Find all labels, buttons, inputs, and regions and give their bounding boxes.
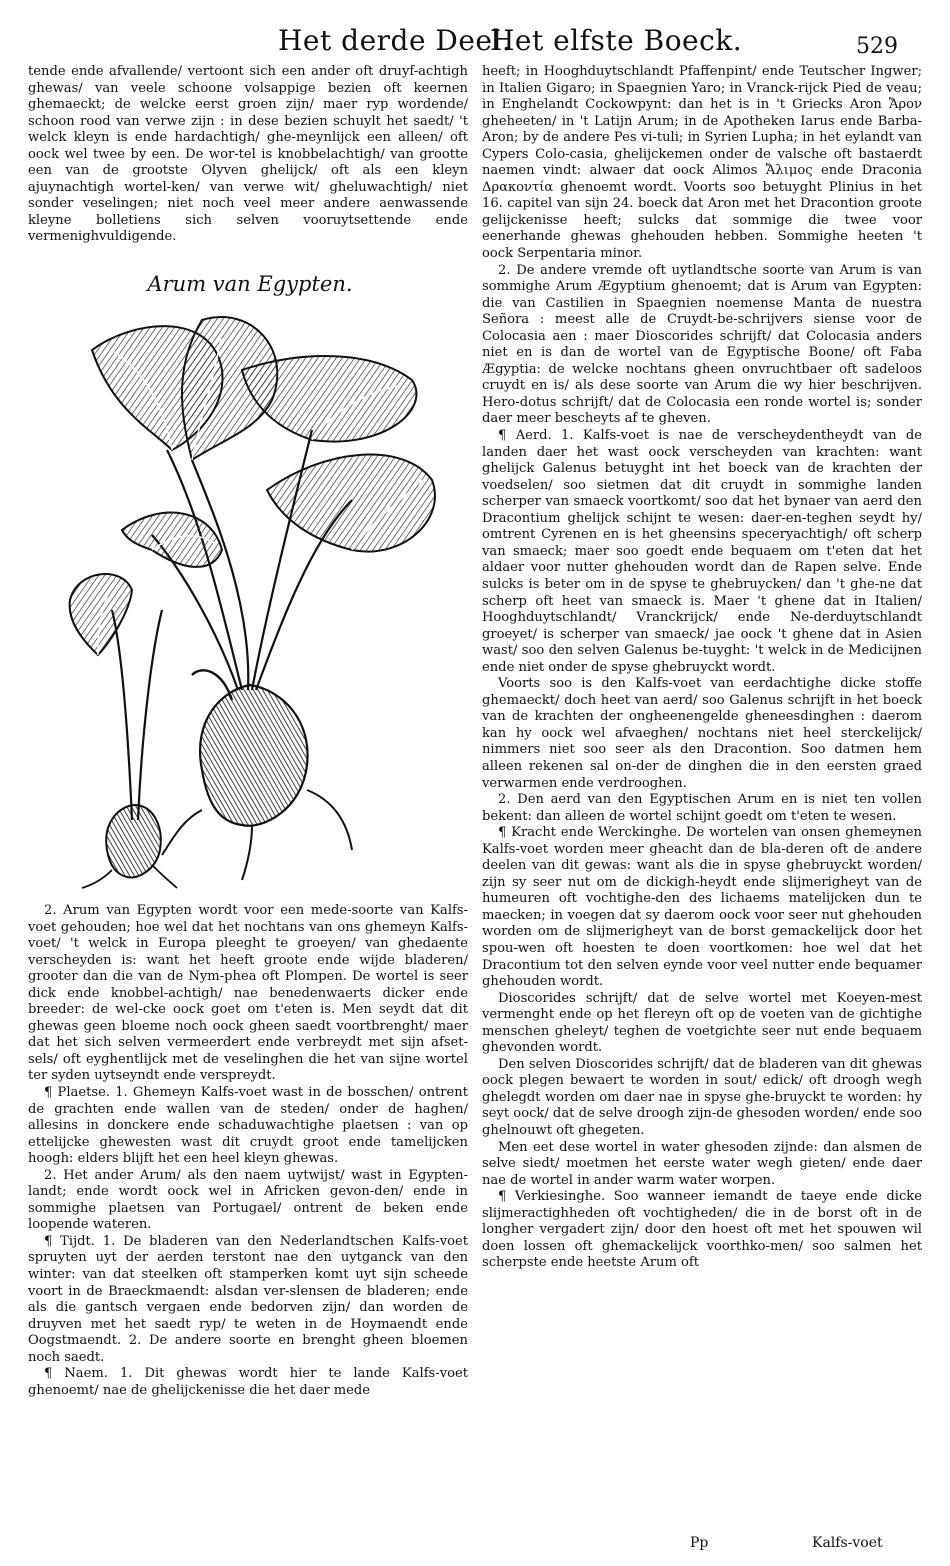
paragraph: ¶ Aerd. 1. Kalfs-voet is nae de verscheydentheydt van de landen daer het wast oock verscheyden van krachten: want ghelijck Galenus betuyght int het boeck van de krachten der voedselen/ soo sietmen dat dit cruydt in sommighe landen scherper van smaeck voortkomt/ soo dat het bynaer van aerd den Dracontium ghelijck schijnt te wesen: daer-en-teghen seydt hy/ omtrent Cyrenen en is het gheensins speceryachtigh/ oft scherp van smaeck; maer soo goedt ende bequaem om t'eten dat het aldaer voor nutter ghehouden wordt dan de Rapen selve. Ende sulcks is beter om in de spyse te ghebruycken/ dan 't ghe-ne dat scherp oft heet van smaeck is. Maer 't ghene dat in Italien/ Hooghduytschlandt/ Vranckrijck/ ende Ne-derduytschlandt groeyet/ is scherper van smaeck/ jae oock 't ghene dat in Asien wast/ soo den selven Galenus be-tuyght: 't welck in de Medicijnen ende niet onder de spyse ghebruyckt wordt. bbox=[482, 428, 922, 675]
arum-plant-woodcut-illustration bbox=[52, 310, 452, 892]
leaf bbox=[242, 356, 416, 442]
paragraph: 2. Den aerd van den Egyptischen Arum en is niet ten vollen bekent: dan alleen de wortel schijnt goedt om t'eten te wesen. bbox=[482, 792, 922, 824]
running-title-left: Het derde Deel. bbox=[278, 24, 512, 57]
paragraph: ¶ Tijdt. 1. De bladeren van den Nederlandtschen Kalfs-voet spruyten uyt der aerden terstont nae den uytganck van den winter: van dat steelken oft stamperken komt uyt sijn scheede voort in de Braeckmaendt: alsdan ver-slensen de bladeren; ende als die gantsch vergaen ende bedorven zijn/ dan worden de druyven met het saedt ryp/ te weten in de Hoymaendt ende Oogstmaendt. 2. De andere soorte en brenght gheen bloemen noch saedt. bbox=[28, 1233, 468, 1365]
paragraph: ¶ Verkiesinghe. Soo wanneer iemandt de taeye ende dicke slijmeractighheden oft vochtigheden/ die in de borst oft in de longher vergadert zijn/ door den hoest oft met het spouwen wil doen lossen oft ghemackelijck voorthko-men/ soo salmen het scherpste ende heetste Arum oft bbox=[482, 1189, 922, 1271]
paragraph: ¶ Naem. 1. Dit ghewas wordt hier te lande Kalfs-voet ghenoemt/ nae de ghelijckenisse die het daer mede bbox=[28, 1366, 468, 1398]
paragraph: Voorts soo is den Kalfs-voet van eerdachtighe dicke stoffe ghemaeckt/ doch heet van aerd/ soo Galenus schrijft in het boeck van de krachten der ongheenengelde gheneesdinghen : daerom kan hy oock wel afvaeghen/ nochtans niet heel sterckelijck/ nimmers niet soo seer als den Dracontion. Soo datmen hem alleen rekenen sal on-der de dinghen die in den eersten graed verwarmen ende verdrooghen. bbox=[482, 676, 922, 791]
illustration-caption: Arum van Egypten. bbox=[147, 272, 353, 296]
left-column-bottom-text bbox=[28, 903, 468, 1399]
left-column-top-text bbox=[28, 64, 468, 246]
paragraph: heeft; in Hooghduytschlandt Pfaffenpint/ ende Teutscher Ingwer; in Italien Gigaro; in Spaegnien Yaro; in Vranck-rijck Pied de veau; in Enghelandt Cockowpynt: dan het is in 't Griecks Aron Ἄρον gheheeten/ in 't Latijn Arum; in de Apotheken Iarus ende Barba-Aron; by de andere Pes vi-tuli; in Syrien Lupha; in het eylandt van Cypers Colo-casia, ghelijckemen onder de valsche oft bastaerdt naemen vindt: alwaer dat oock Alimos Ἄλιμος ende Draconia Δρακοντία ghenoemt wordt. Voorts soo betuyght Plinius in het 16. capitel van sijn 24. boeck dat Aron met het Dracontion groote gelijckenisse heeft; sulcks dat sommige die twee voor eenerhande ghewas ghehouden hebben. Sommighe heeten 't oock Serpentaria minor. bbox=[482, 64, 922, 262]
paragraph: ¶ Plaetse. 1. Ghemeyn Kalfs-voet wast in de bosschen/ ontrent de grachten ende wallen van de steden/ onder de haghen/ allesins in donckere ende schaduwachtighe plaetsen : van op ettelijcke ghewesten wast dit cruydt groot ende tamelijcken hoogh: elders blijft het een heel kleyn ghewas. bbox=[28, 1085, 468, 1167]
signature-mark: Pp bbox=[690, 1535, 709, 1551]
paragraph: Dioscorides schrijft/ dat de selve wortel met Koeyen-mest vermenght ende op het flereyn oft op de voeten van de gichtighe menschen gheleyt/ teghen de voetgichte seer nut ende bequaem ghevonden wordt. bbox=[482, 990, 922, 1056]
main-corm bbox=[200, 685, 308, 826]
catchword: Kalfs-voet bbox=[812, 1535, 883, 1551]
page-number: 529 bbox=[856, 34, 898, 59]
paragraph: 2. De andere vremde oft uytlandtsche soorte van Arum is van sommighe Arum Ægyptium ghenoemt; dat is Arum van Egypten: die van Castilien in Spaegnien noemense Manta de nuestra Señora : meest alle de Cruydt-be-schrijvers siense voor de Colocasia aen : maer Dioscorides schrijft/ dat Colocasia anders niet en is dan de wortel van de Egyptische Boone/ oft Faba Ægyptia: de welcke nochtans gheen onvruchtbaer oft sadeloos cruydt en is/ als dese soorte van Arum die wy hier beschrijven. Hero-dotus schrijft/ dat de Colocasia een ronde wortel is; sonder daer meer bescheyts af te gheven. bbox=[482, 262, 922, 427]
paragraph: 2. Het ander Arum/ als den naem uytwijst/ wast in Egypten-landt; ende wordt oock wel in Africken gevon-den/ ende in sommighe plaetsen van Portugael/ ontrent de beken ende loopende wateren. bbox=[28, 1167, 468, 1233]
paragraph: ¶ Kracht ende Werckinghe. De wortelen van onsen ghemeynen Kalfs-voet worden meer gheacht dan de bla-deren oft de andere deelen van dit gewas: want als die in spyse ghebruyckt worden/ zijn sy seer nut om de dickigh-heydt ende slijmerigheyt van de humeuren oft vochtighe-den des lichaems matelijcken dun te maecken; in voegen dat sy daerom oock voor seer nut ghehouden worden om de slijmerigheyt van de borst gemackelijck door het spou-wen oft hoesten te doen voortkomen: hoe wel dat het Dracontium tot den selven eynde voor veel nutter ende bequamer ghehouden wordt. bbox=[482, 825, 922, 990]
paragraph: Men eet dese wortel in water ghesoden zijnde: dan alsmen de selve siedt/ moetmen het eerste water wegh gieten/ ende daer nae de wortel in ander warm water worpen. bbox=[482, 1139, 922, 1188]
paragraph: Den selven Dioscorides schrijft/ dat de bladeren van dit ghewas oock plegen bewaert te worden in sout/ edick/ oft droogh wegh ghelegdt worden om daer nae in spyse ghe-bruyckt te worden: hy seyt oock/ dat de selve droogh zijn-de ghesoden worden/ ende soo ghelnouwt oft ghegeten. bbox=[482, 1056, 922, 1138]
paragraph: 2. Arum van Egypten wordt voor een mede-soorte van Kalfs-voet gehouden; hoe wel dat het nochtans van ons ghemeyn Kalfs-voet/ 't welck in Europa pleeght te groeyen/ van ghedaente verscheyden is: want het heeft groote ende wijde bladeren/ grooter dan die van de Nym-phea oft Plompen. De wortel is seer dick ende knobbel-achtigh/ nae benedenwaerts dicker ende breeder: de wel-cke oock goet om t'eten is. Men seydt dat dit ghewas geen bloeme noch oock gheen saedt voortbrenght/ maer dat het sich selven vermeerdert ende verbreydt met sijn afset-sels/ oft eyghentlijck met de veselinghen die het van sijne wortel ter syden uytseyndt ende verspreydt. bbox=[28, 903, 468, 1084]
running-title-right: Het elfste Boeck. bbox=[490, 24, 743, 57]
right-column-text bbox=[482, 64, 922, 1272]
leaf bbox=[267, 455, 435, 552]
page-header bbox=[0, 0, 950, 70]
paragraph: tende ende afvallende/ vertoont sich een ander oft druyf-achtigh ghewas/ van veele schoone volsappige bezien oft keernen ghemaeckt; de welcke eerst groen zijn/ maer ryp wordende/ schoon rood van verwe zijn : in dese bezien schuylt het saedt/ 't welck kleyn is ende hardachtigh/ ghe-meynlijck een alleen/ oft oock wel twee by een. De wor-tel is knobbelachtigh/ van grootte een van de grootste Olyven ghelijck/ oft als een kleyn ajuynachtigh wortel-ken/ van verwe wit/ gheluwachtigh/ niet sonder veselingen; niet noch veel meer andere aenwassende kleyne bolletiens sich selven vooruytsettende ende vermenighvuldigende. bbox=[28, 64, 468, 245]
